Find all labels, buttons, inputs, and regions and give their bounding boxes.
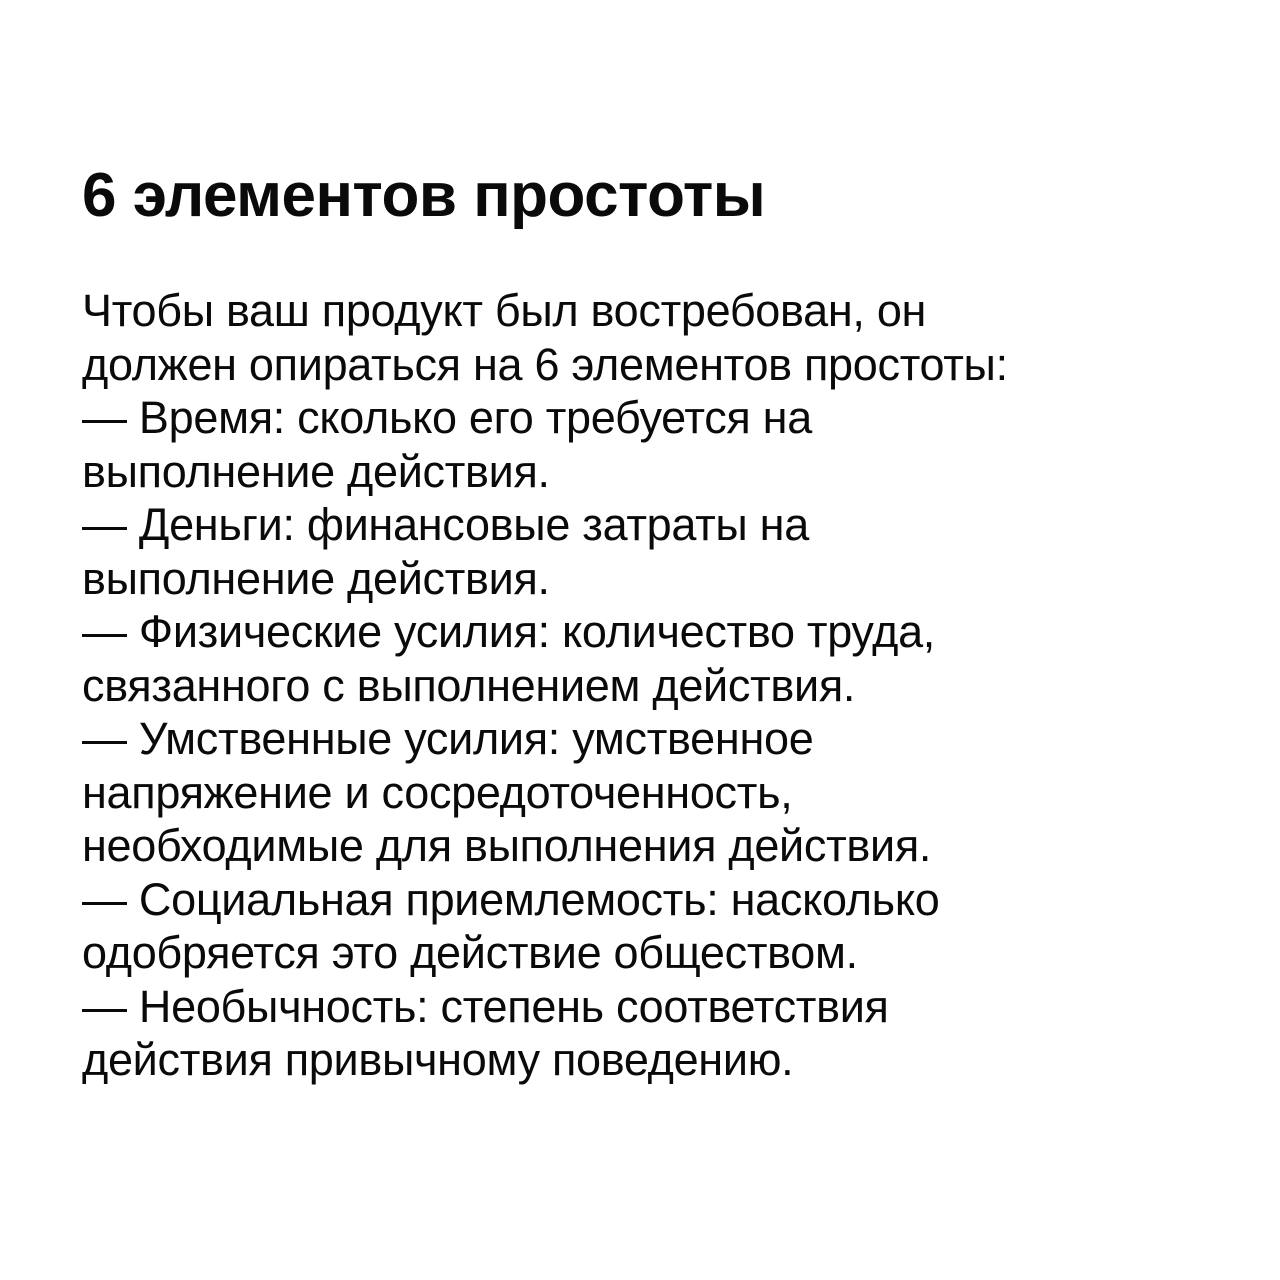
body-line: связанного с выполнением действия. [82, 659, 856, 711]
body-line: — Умственные усилия: умственное [82, 713, 814, 764]
body-line: одобряется это действие обществом. [82, 927, 858, 978]
body-line: Чтобы ваш продукт был востребован, он [82, 285, 927, 336]
body-line: напряжение и сосредоточенность, [82, 766, 793, 818]
body-line: должен опираться на 6 элементов простоты: [82, 338, 1008, 390]
body-line: — Время: сколько его требуется на [82, 392, 812, 443]
body-line: — Необычность: степень соответствия [82, 980, 889, 1032]
body-line: выполнение действия. [82, 445, 550, 497]
body-line: необходимые для выполнения действия. [82, 820, 932, 871]
body-line: — Социальная приемлемость: насколько [82, 873, 940, 925]
body-line: — Физические усилия: количество труда, [82, 606, 936, 657]
body-line: выполнение действия. [82, 552, 550, 604]
slide-title: 6 элементов простоты [82, 161, 766, 230]
body-line: — Деньги: финансовые затраты на [82, 499, 809, 550]
slide-body-text [82, 284, 1232, 1087]
body-line: действия привычному поведению. [82, 1034, 794, 1085]
